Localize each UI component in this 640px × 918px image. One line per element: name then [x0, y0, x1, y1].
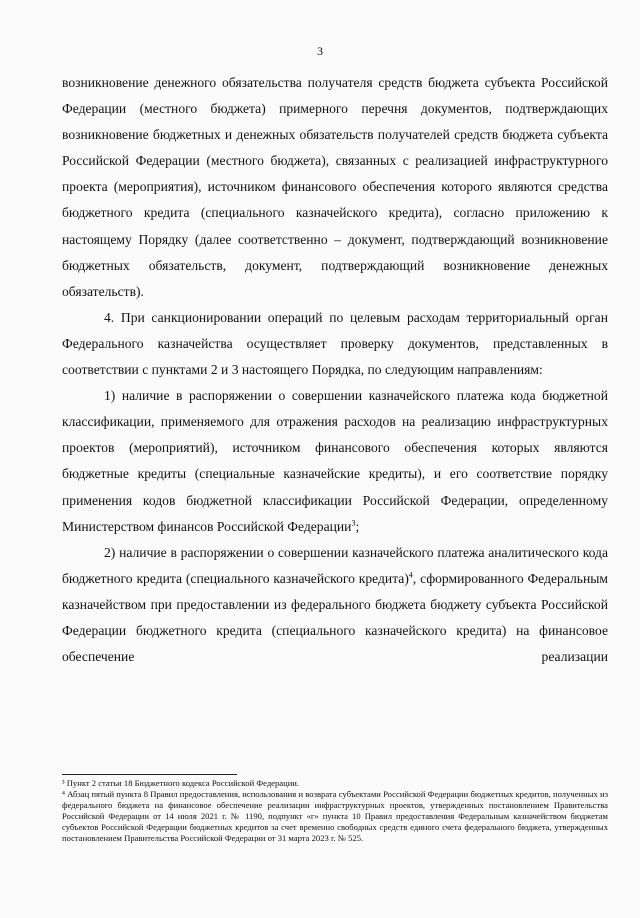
footnote-ref-3[interactable]: 3 [351, 518, 356, 528]
footnote-divider [62, 774, 237, 775]
list-item-1 [62, 383, 608, 540]
list-item-2 [62, 540, 608, 670]
footnote-ref-4[interactable]: 4 [408, 570, 413, 580]
list-item-2-text-a: 2) наличие в распоряжении о совершении казначейского платежа аналитического кода бюджетного кредита (специального казначейского кредита) [62, 544, 608, 586]
list-item-2-text-b: , сформированного Федеральным казначейством при предоставлении из федерального бюджета бюджету субъекта Российской Федерации бюджетного кредита (специального казначейского кредита) на финансовое обеспечение реализации [62, 570, 608, 665]
list-item-1-end: ; [355, 518, 360, 534]
paragraph-item-4: 4. При санкционировании операций по целевым расходам территориальный орган Федерального казначейства осуществляет проверку документов, представленных в соответствии с пунктами 2 и 3 настоящего Порядка, по следующим направлениям: [62, 309, 608, 378]
page-number: 3 [317, 44, 323, 58]
footnote-4: ⁴ Абзац пятый пункта 8 Правил предоставления, использования и возврата субъектами Российской Федерации бюджетных кредитов, полученных из федерального бюджета на финансовое обеспечение реализации инфраструктурных проектов, утвержденных постановлением Правительства Российской Федерации от 14 июля 2021 г. № 1190, подпункт «г» пункта 10 Правил предоставления Федеральным казначейством бюджетам субъектов Российской Федерации бюджетных кредитов за счет временно свободных средств единого счета федерального бюджета, утвержденных постановлением Правительства Российской Федерации от 31 марта 2023 г. № 525. [62, 788, 608, 843]
footnotes [62, 778, 608, 843]
list-item-1-text: 1) наличие в распоряжении о совершении казначейского платежа кода бюджетной классификации, применяемого для отражения расходов на реализацию инфраструктурных проектов (мероприятий), источником финансового обеспечения которых являются бюджетные кредиты (специальные казначейские кредиты), и его соответствие порядку применения кодов бюджетной классификации Российской Федерации, определенному Министерством финансов Российской Федерации [62, 388, 608, 534]
footnote-3: ³ Пункт 2 статьи 18 Бюджетного кодекса Российской Федерации. [62, 778, 300, 788]
paragraph-continuation: возникновение денежного обязательства получателя средств бюджета субъекта Российской Федерации (местного бюджета) примерного перечня документов, подтверждающих возникновение бюджетных и денежных обязательств получателей средств бюджета субъекта Российской Федерации (местного бюджета), связанных с реализацией инфраструктурного проекта (мероприятия), источником финансового обеспечения которого являются средства бюджетного кредита (специального казначейского кредита), согласно приложению к настоящему Порядку (далее соответственно – документ, подтверждающий возникновение бюджетных обязательств, документ, подтверждающий возникновение денежных обязательств). [62, 75, 608, 299]
body-text [62, 70, 608, 670]
